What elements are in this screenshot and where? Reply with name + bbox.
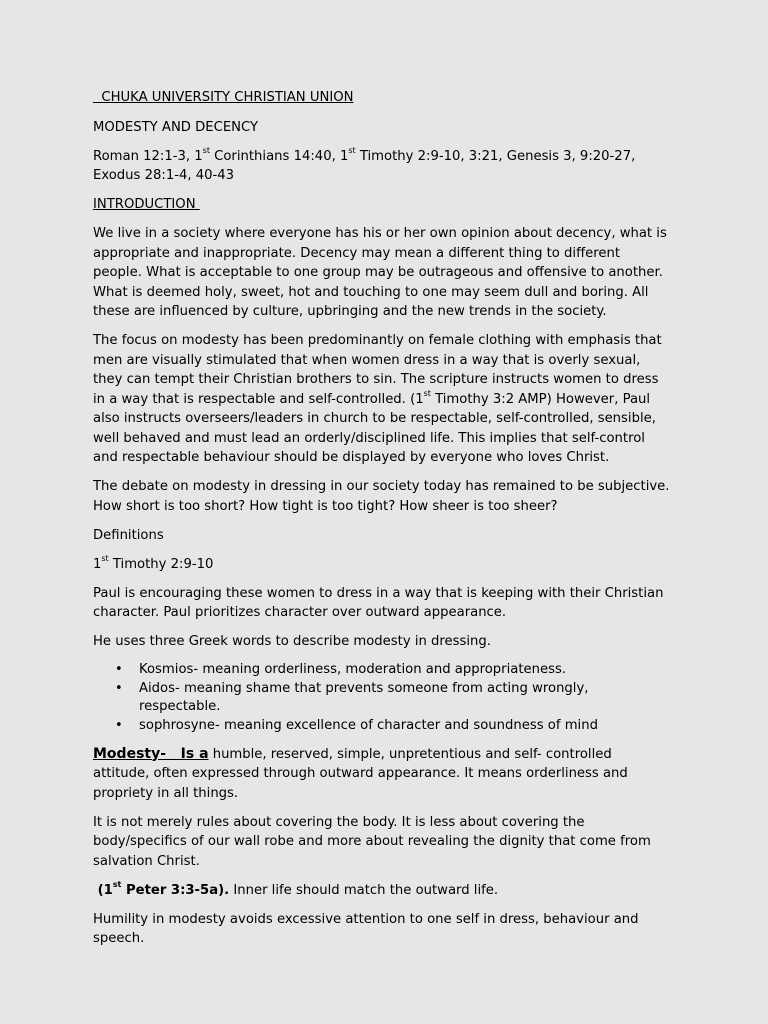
scripture-references (93, 147, 672, 186)
definitions-reference (93, 555, 672, 575)
modesty-paragraph-4: Humility in modesty avoids excessive attention to one self in dress, behaviour and speech. (93, 911, 639, 946)
org-name: CHUKA UNIVERSITY CHRISTIAN UNION (93, 90, 354, 105)
intro-p2-part-a: The focus on modesty has been predominantly on female clothing with emphasis that men are visually stimulated that when women dress in a way that is overly sexual, they can tempt their Christian brothers to sin. The scripture instructs women to dress in a way that is respectable and self-controlled. (1 (93, 333, 662, 407)
ref-sup-2: st (348, 146, 356, 156)
def-ref-num: 1 (93, 556, 102, 572)
list-item-text: sophrosyne- meaning excellence of character and soundness of mind (139, 717, 598, 733)
introduction-heading-text: INTRODUCTION (93, 197, 200, 212)
bullet-icon: • (115, 717, 123, 733)
list-item (93, 717, 672, 736)
bullet-icon: • (115, 680, 123, 696)
list-item-text: Kosmios- meaning orderliness, moderation and appropriateness. (139, 662, 567, 677)
peter-ref-a: (1 (93, 882, 113, 898)
ref-part-3: Timothy 2:9-10, 3:21, Genesis 3, 9:20-27, Exodus 28:1-4, 40-43 (93, 148, 636, 183)
ref-sup-1: st (202, 146, 210, 156)
list-item (93, 680, 672, 717)
modesty-term: Modesty- Is a (93, 745, 209, 762)
intro-paragraph-2 (93, 331, 672, 468)
peter-reference-paragraph (93, 881, 672, 901)
definitions-paragraph-1: Paul is encouraging these women to dress in a way that is keeping with their Christian character. Paul prioritizes character over outward appearance. (93, 585, 664, 620)
def-ref-sup: st (101, 554, 109, 564)
intro-p2-part-b: Timothy 3:2 AMP) However, Paul also instructs overseers/leaders in church to be respectable, self-controlled, sensible, well behaved and must lead an orderly/disciplined life. This implies that self-control and respectable behaviour should be displayed by everyone who loves Christ. (93, 391, 656, 465)
peter-ref-rest: Inner life should match the outward life. (229, 882, 499, 898)
modesty-definition (93, 745, 672, 804)
definitions-paragraph-2: He uses three Greek words to describe modesty in dressing. (93, 634, 491, 649)
intro-paragraph-3: The debate on modesty in dressing in our society today has remained to be subjective. How short is too short? How tight is too tight? How sheer is too sheer? (93, 479, 670, 514)
intro-paragraph-1: We live in a society where everyone has his or her own opinion about decency, what is appropriate and inappropriate. Decency may mean a different thing to different people. What is acceptable to one group may be outrageous and offensive to another. What is deemed holy, sweet, hot and touching to one may seem dull and boring. All these are influenced by culture, upbringing and the new trends in the society. (93, 226, 667, 319)
list-item-text: Aidos- meaning shame that prevents someone from acting wrongly, respectable. (139, 680, 589, 714)
list-item (93, 661, 672, 680)
ref-part-1: Roman 12:1-3, 1 (93, 148, 203, 164)
modesty-paragraph-2: It is not merely rules about covering the body. It is less about covering the body/specifics of our wall robe and more about revealing the dignity that come from salvation Christ. (93, 814, 651, 869)
modesty-def-text: humble, reserved, simple, unpretentious and self- controlled attitude, often expressed through outward appearance. It means orderliness and propriety in all things. (93, 746, 628, 801)
intro-p2-sup: st (423, 389, 431, 399)
ref-part-2: Corinthians 14:40, 1 (209, 148, 349, 164)
peter-ref-b: Peter 3:3-5a). (121, 882, 230, 898)
introduction-heading (93, 195, 672, 215)
org-heading (93, 88, 672, 108)
bullet-icon: • (115, 662, 123, 677)
peter-ref-sup: st (112, 880, 122, 890)
definitions-heading: Definitions (93, 527, 164, 543)
greek-words-list (93, 661, 672, 735)
def-ref-rest: Timothy 2:9-10 (108, 556, 214, 572)
document-title: MODESTY AND DECENCY (93, 119, 259, 135)
